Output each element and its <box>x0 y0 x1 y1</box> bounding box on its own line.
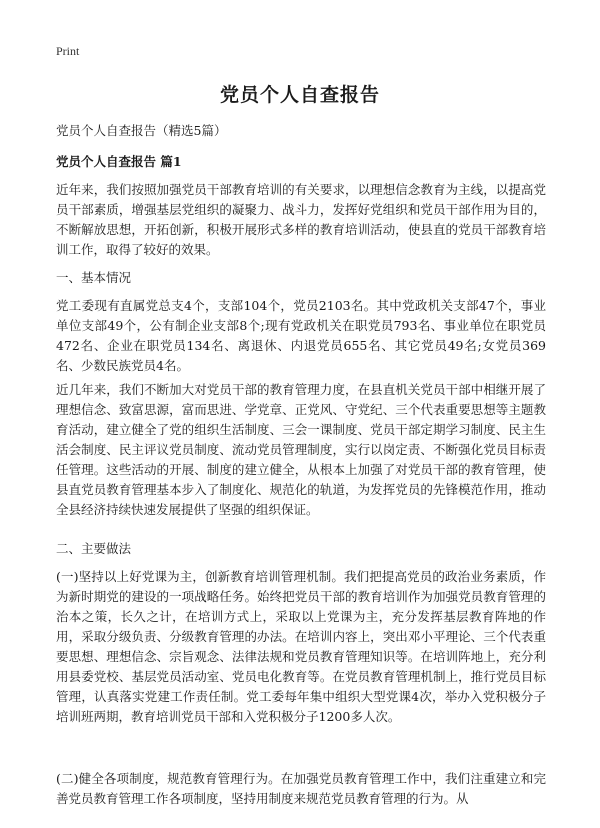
paragraph: (二)健全各项制度，规范教育管理行为。在加强党员教育管理工作中，我们注重建立和完善党员教育管理工作各项制度，坚持用制度来规范党员教育管理的行为。从 <box>56 771 546 806</box>
paragraph: (一)坚持以上好党课为主，创新教育培训管理机制。我们把提高党员的政治业务素质，作为新时期党的建设的一项战略任务。始终把党员干部的教育培训作为加强党员教育管理的治本之策，长久之计，在培训方式上，采取以上党课为主，充分发挥基层教育阵地的作用，采取分级负责、分级教育管理的办法。在培训内容上，突出邓小平理论、三个代表重要思想、理想信念、宗旨观念、法律法规和党员教育管理知识等。在培训阵地上，充分利用县委党校、基层党员活动室、党员电化教育等。在党员教育管理机制上，推行党员目标管理，认真落实党建工作责任制。党工委每年集中组织大型党课4次，举办入党积极分子培训班两期，教育培训党员干部和入党积极分子1200多人次。 <box>56 569 546 724</box>
print-link[interactable]: Print <box>56 44 80 58</box>
paragraph: 近年来，我们按照加强党员干部教育培训的有关要求，以理想信念教育为主线，以提高党员干部素质，增强基层党组织的凝聚力、战斗力，发挥好党组织和党员干部作用为目的，不断解放思想，开拓创新，积极开展形式多样的教育培训活动，使县直的党员干部教育培训工作，取得了较好的效果。 <box>56 182 546 257</box>
document-title: 党员个人自查报告 <box>219 84 380 106</box>
section-heading: 一、基本情况 <box>56 270 132 285</box>
section-heading: 二、主要做法 <box>56 541 132 556</box>
document-subtitle: 党员个人自查报告（精选5篇） <box>56 123 227 138</box>
paragraph: 近几年来，我们不断加大对党员干部的教育管理力度，在县直机关党员干部中相继开展了理想信念、致富思源，富而思进、学党章、正党风、守党纪、三个代表重要思想等主题教育活动，建立健全了党的组织生活制度、三会一课制度、党员干部定期学习制度、民主生活会制度、民主评议党员制度、流动党员管理制度，实行以岗定责、不断强化党员目标责任管理。这些活动的开展、制度的建立健全，从根本上加强了对党员干部的教育管理，使县直党员教育管理基本步入了制度化、规范化的轨道，为发挥党员的先锋模范作用，推动全县经济持续快速发展提供了坚强的组织保证。 <box>56 382 546 517</box>
article-heading: 党员个人自查报告 篇1 <box>56 154 182 169</box>
paragraph: 党工委现有直属党总支4个，支部104个，党员2103名。其中党政机关支部47个，事业单位支部49个，公有制企业支部8个;现有党政机关在职党员793名、事业单位在职党员472名、企业在职党员134名、离退休、内退党员655名、其它党员49名;女党员369名、少数民族党员4名。 <box>56 298 546 373</box>
